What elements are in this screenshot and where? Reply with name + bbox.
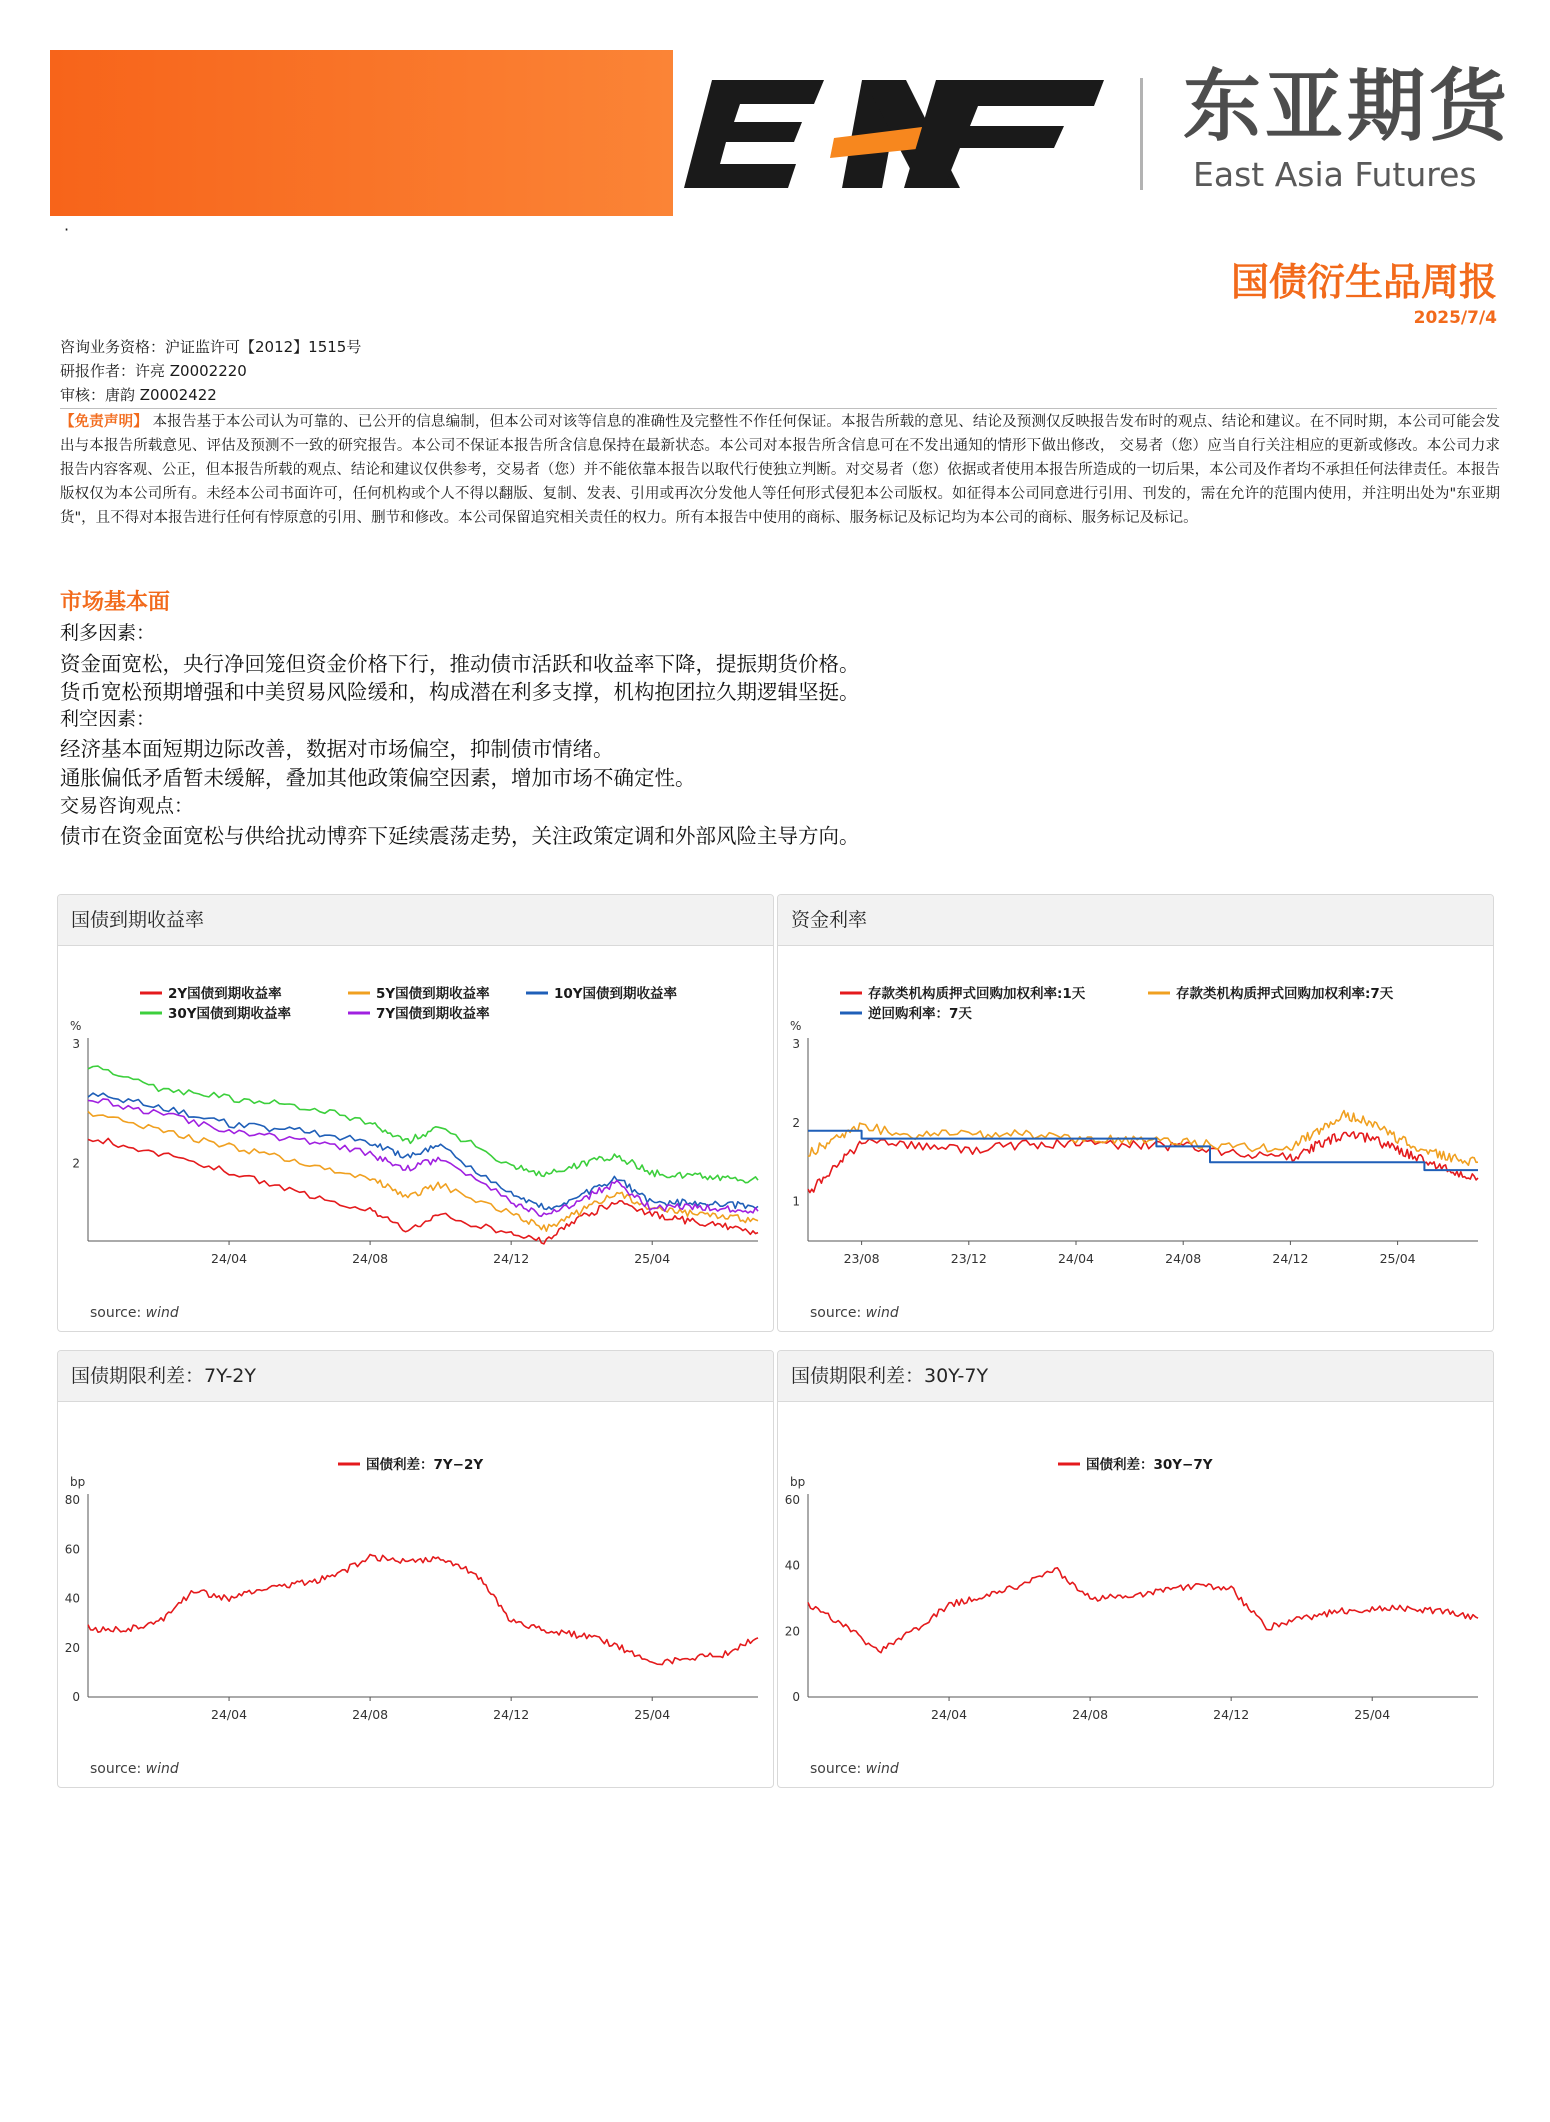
x-tick-label: 24/12 [493,1251,530,1266]
panel-title: 国债期限利差：7Y-2Y [58,1351,773,1402]
x-tick-label: 23/12 [950,1251,987,1266]
source-note: source: wind [90,1305,179,1321]
yield-chart [58,946,773,1286]
x-tick-label: 24/04 [1057,1251,1095,1266]
legend-label: 国债利差：30Y−7Y [1086,1457,1213,1473]
x-tick-label: 24/12 [1272,1251,1309,1266]
series-line [88,1066,758,1183]
report-date: 2025/7/4 [1413,308,1497,328]
disclaimer [60,410,1500,530]
y-tick-label: 40 [784,1558,800,1573]
funding-rate-chart [778,946,1493,1286]
view-label: 交易咨询观点： [60,795,194,817]
y-tick-label: 60 [784,1493,800,1507]
y-tick-label: 0 [792,1690,800,1704]
logo-divider [1140,78,1143,190]
legend-label: 国债利差：7Y−2Y [366,1457,484,1473]
header-banner [50,50,673,216]
header-dot: · [64,220,70,239]
bull-label: 利多因素： [60,622,156,644]
x-tick-label: 25/04 [1354,1707,1391,1722]
panel-title: 国债期限利差：30Y-7Y [778,1351,1493,1402]
bear-item: 通胀偏低矛盾暂未缓解，叠加其他政策偏空因素，增加市场不确定性。 [60,766,696,790]
x-tick-label: 24/12 [493,1707,530,1722]
y-tick-label: 1 [792,1194,800,1209]
y-tick-label: 0 [72,1690,80,1704]
series-line [808,1568,1478,1653]
x-tick-label: 24/12 [1213,1707,1250,1722]
report-title: 国债衍生品周报 [1230,260,1497,304]
chart-panel-spread-30y7y [777,1350,1494,1788]
x-tick-label: 24/08 [352,1251,389,1266]
reviewer-line: 审核：唐韵 Z0002422 [60,386,217,404]
x-tick-label: 24/08 [352,1707,389,1722]
y-tick-label: 20 [784,1624,800,1639]
source-note: source: wind [90,1761,179,1777]
series-line [88,1138,758,1244]
x-tick-label: 25/04 [1379,1251,1416,1266]
legend-label: 存款类机构质押式回购加权利率:7天 [1176,986,1394,1002]
y-unit-label: % [70,1019,82,1033]
trading-view: 债市在资金面宽松与供给扰动博弈下延续震荡走势，关注政策定调和外部风险主导方向。 [60,824,860,848]
legend-label: 5Y国债到期收益率 [376,986,490,1002]
x-tick-label: 25/04 [634,1251,671,1266]
chart-panel-funding-rate [777,894,1494,1332]
x-tick-label: 23/08 [843,1251,880,1266]
legend-label: 7Y国债到期收益率 [376,1006,490,1022]
x-tick-label: 24/04 [931,1707,968,1722]
chart-panel-spread-7y2y [57,1350,774,1788]
qualification-line: 咨询业务资格：沪证监许可【2012】1515号 [60,338,362,356]
header-rule [60,408,1497,409]
panel-title: 资金利率 [778,895,1493,946]
x-tick-label: 24/08 [1072,1707,1109,1722]
series-line [88,1555,758,1665]
bull-item: 资金面宽松，央行净回笼但资金价格下行，推动债市活跃和收益率下降，提振期货价格。 [60,652,860,676]
author-line: 研报作者：许亮 Z0002220 [60,362,247,380]
source-note: source: wind [810,1305,899,1321]
section-title: 市场基本面 [60,590,171,615]
eaf-logo-mark [684,80,1104,190]
x-tick-label: 25/04 [634,1707,671,1722]
brand-name-en: East Asia Futures [1193,155,1477,194]
y-tick-label: 3 [792,1037,800,1051]
legend-label: 逆回购利率：7天 [868,1006,972,1022]
legend-label: 30Y国债到期收益率 [168,1006,292,1022]
source-note: source: wind [810,1761,899,1777]
series-line [88,1093,758,1209]
legend-label: 10Y国债到期收益率 [554,986,678,1002]
chart-panel-yield [57,894,774,1332]
y-tick-label: 60 [64,1542,80,1557]
legend-label: 存款类机构质押式回购加权利率:1天 [868,986,1086,1002]
disclaimer-tag: 【免责声明】 [60,414,148,430]
brand-name-cn: 东亚期货 [1183,62,1512,152]
y-tick-label: 2 [72,1156,80,1171]
x-tick-label: 24/04 [211,1707,248,1722]
y-unit-label: bp [790,1475,806,1489]
bull-item: 货币宽松预期增强和中美贸易风险缓和，构成潜在利多支撑，机构抱团拉久期逻辑坚挺。 [60,680,860,704]
x-tick-label: 24/04 [211,1251,248,1266]
y-tick-label: 20 [64,1640,80,1655]
panel-title: 国债到期收益率 [58,895,773,946]
disclaimer-text: 本报告基于本公司认为可靠的、已公开的信息编制，但本公司对该等信息的准确性及完整性不作任何保证。本报告所载的意见、结论及预测仅反映报告发布时的观点、结论和建议。在不同时期，本公司可能会发出与本报告所载意见、评估及预测不一致的研究报告。本公司不保证本报告所含信息保持在最新状态。本公司对本报告所含信息可在不发出通知的情形下做出修改， 交易者（您）应当自行关注相应的更新或修改。本公司力求报告内容客观、公正，但本报告所载的观点、结论和建议仅供参考，交易者（您）并不能依靠本报告以取代行使独立判断。对交易者（您）依据或者使用本报告所造成的一切后果，本公司及作者均不承担任何法律责任。本报告版权仅为本公司所有。未经本公司书面许可，任何机构或个人不得以翻版、复制、发表、引用或再次分发他人等任何形式侵犯本公司版权。如征得本公司同意进行引用、刊发的，需在允许的范围内使用，并注明出处为"东亚期货"，且不得对本报告进行任何有悖原意的引用、删节和修改。本公司保留追究相关责任的权力。所有本报告中使用的商标、服务标记及标记均为本公司的商标、服务标记及标记。 [60,414,1501,526]
bear-item: 经济基本面短期边际改善，数据对市场偏空，抑制债市情绪。 [60,737,614,761]
spread-7y2y-chart [58,1402,773,1742]
y-unit-label: % [790,1019,802,1033]
y-tick-label: 3 [72,1037,80,1051]
spread-30y7y-chart [778,1402,1493,1742]
y-unit-label: bp [70,1475,86,1489]
y-tick-label: 40 [64,1591,80,1606]
y-tick-label: 2 [792,1115,800,1130]
x-tick-label: 24/08 [1165,1251,1202,1266]
bear-label: 利空因素： [60,708,156,730]
legend-label: 2Y国债到期收益率 [168,986,282,1002]
y-tick-label: 80 [64,1493,80,1507]
